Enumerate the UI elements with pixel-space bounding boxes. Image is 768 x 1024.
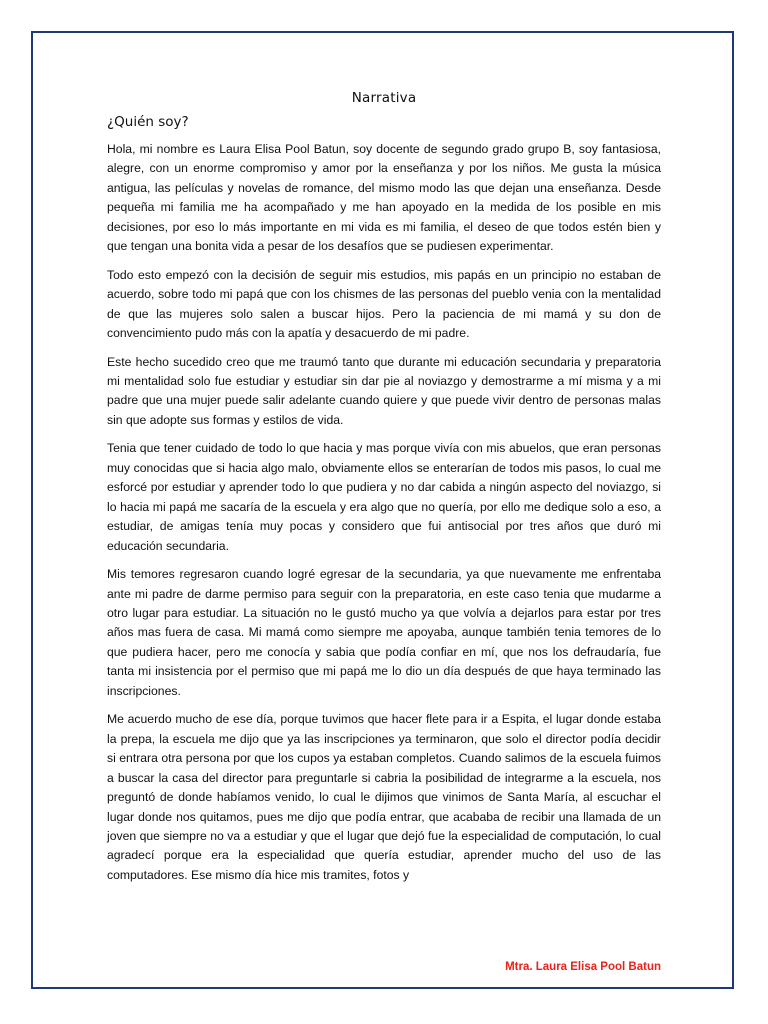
paragraph-2: Todo esto empezó con la decisión de seguir mis estudios, mis papás en un principio no estaban de acuerdo, sobre todo mi papá que con los chismes de las personas del pueblo venia con la mentalidad de que las mujeres solo salen a buscar hijos. Pero la paciencia de mi mamá y su don de convencimiento pudo más con la apatía y desacuerdo de mi padre.: [107, 267, 661, 341]
document-subtitle: ¿Quién soy?: [107, 114, 189, 130]
paragraph-3: Este hecho sucedido creo que me traumó tanto que durante mi educación secundaria y preparatoria mi mentalidad solo fue estudiar y estudiar sin dar pie al noviazgo y demostrarme a mí misma y a mi padre que una mujer puede salir adelante cuando quiere y que puede vivir dentro de personas malas sin que adopte sus formas y estilos de vida.: [107, 354, 661, 427]
document-body: [107, 90, 661, 894]
paragraph-5: Mis temores regresaron cuando logré egresar de la secundaria, ya que nuevamente me enfrentaba ante mi padre de darme permiso para seguir con la preparatoria, en este caso tenia que mudarme a otro lugar para estudiar. La situación no le gustó mucho ya que volvía a dejarlos para estar por tres años mas fuera de casa. Mi mamá como siempre me apoyaba, aunque también tenia temores de lo que pudiera hacer, pero me conocía y sabia que podía confiar en mí, que nos los defraudaría, fue tanta mi insistencia por el permiso que mi papá me lo dio un día después de que haya terminado las inscripciones.: [107, 567, 661, 698]
paragraph-4: Tenia que tener cuidado de todo lo que hacia y mas porque vivía con mis abuelos, que eran personas muy conocidas que si hacia algo malo, obviamente ellos se enterarían de todos mis pasos, lo cual me esforcé por estudiar y aprender todo lo que pudiera y no dar cabida a ningún aspecto del noviazgo, si lo hacia mi papá me sacaría de la escuela y era algo que no quería, por ello me dedique solo a eso, a estudiar, de amigas tenía muy pocas y considero que fui antisocial por tres años que duró mi educación secundaria.: [107, 441, 661, 553]
document-title: Narrativa: [351, 90, 417, 106]
paragraph-1: Hola, mi nombre es Laura Elisa Pool Batun, soy docente de segundo grado grupo B, soy fantasiosa, alegre, con un enorme compromiso y amor por la enseñanza y por los niños. Me gusta la música antigua, las películas y novelas de romance, del mismo modo las que dejan una enseñanza. Desde pequeña mi familia me ha acompañado y me han apoyado en la medida de los posible en mis decisiones, por eso lo más importante en mi vida es mi familia, el deseo de que todos estén bien y que tengan una bonita vida a pesar de los desafíos que se pudiesen experimentar.: [107, 142, 661, 254]
paragraph-6: Me acuerdo mucho de ese día, porque tuvimos que hacer flete para ir a Espita, el lugar donde estaba la prepa, la escuela me dijo que ya las inscripciones ya terminaron, que solo el director podía decidir si entrara otra persona por que los cupos ya estaban completos. Cuando salimos de la escuela fuimos a buscar la casa del director para preguntarle si cabria la posibilidad de integrarme a la escuela, nos preguntó de donde habíamos venido, lo cual le dijimos que vinimos de Santa María, al escuchar el lugar donde nos quitamos, pues me dijo que podía entrar, que acababa de recibir una llamada de un joven que siempre no va a estudiar y que el lugar que dejó fue la especialidad de computación, lo cual agradecí porque era la especialidad que quería estudiar, aprender mucho del uso de las computadores. Ese mismo día hice mis tramites, fotos y: [107, 712, 661, 882]
footer-author-name: Mtra. Laura Elisa Pool Batun: [505, 961, 661, 973]
